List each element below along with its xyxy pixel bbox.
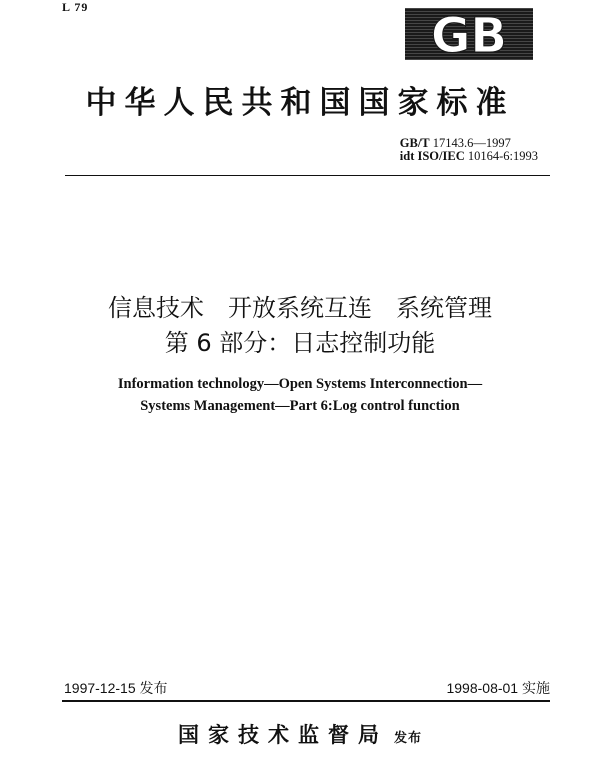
classification-code: L 79 xyxy=(62,0,89,14)
standard-number-value: 17143.6—1997 xyxy=(432,136,511,150)
footer-divider xyxy=(62,700,550,702)
title-zh-line-2: 第 6 部分：日志控制功能 xyxy=(164,329,436,357)
issue-date: 1997-12-15 发布 xyxy=(64,680,168,696)
publisher-name: 国家技术监督局 xyxy=(177,722,388,747)
gb-logo xyxy=(405,8,533,60)
title-zh-line-1: 信息技术 开放系统互连 系统管理 xyxy=(108,294,492,322)
title-en-line-2: Systems Management—Part 6:Log control function xyxy=(140,398,460,414)
standard-category-title: 中华人民共和国国家标准 xyxy=(85,85,515,121)
iso-equivalent-prefix: idt ISO/IEC xyxy=(399,149,465,163)
title-en-line-1: Information technology—Open Systems Interconnection— xyxy=(117,376,483,392)
standard-number-prefix: GB/T xyxy=(399,136,430,150)
iso-equivalent xyxy=(400,150,538,163)
gb-logo-text: GB xyxy=(431,8,507,60)
header-divider xyxy=(65,175,550,176)
iso-equivalent-value: 10164-6:1993 xyxy=(467,149,538,163)
standard-codes xyxy=(400,137,538,163)
effective-date: 1998-08-01 实施 xyxy=(446,680,550,696)
publisher-suffix: 发布 xyxy=(393,731,422,746)
publisher xyxy=(0,719,600,749)
